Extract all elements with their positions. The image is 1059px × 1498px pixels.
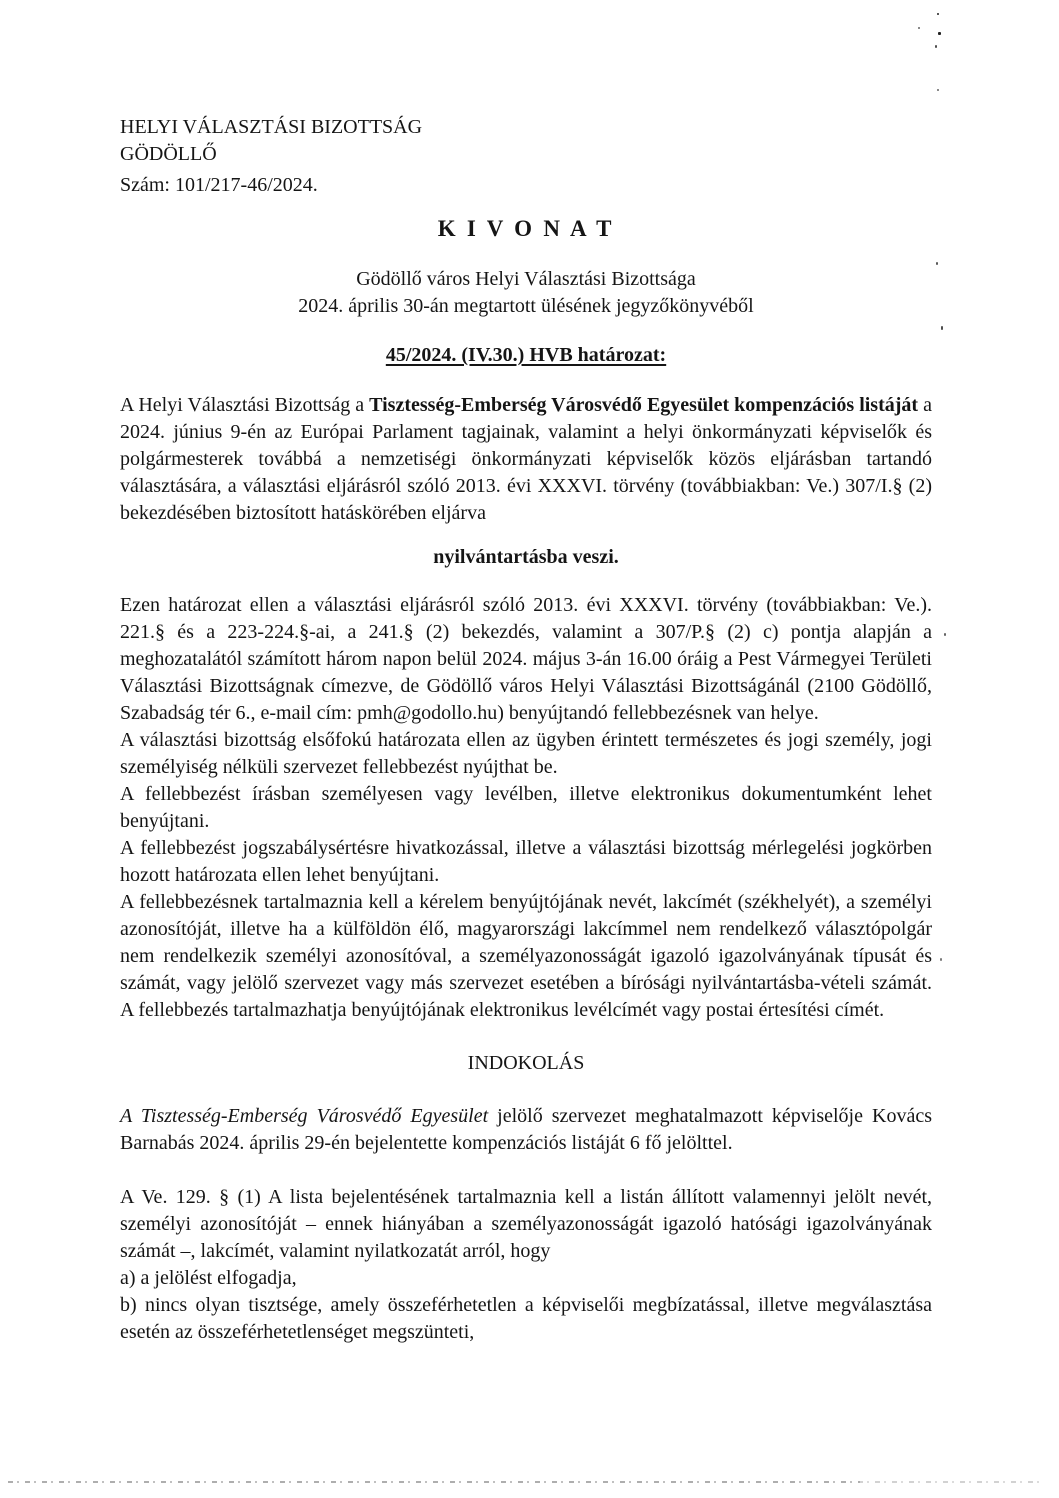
list-item-b: b) nincs olyan tisztsége, amely összeférhetetlen a képviselői megbízatással, illetve megválasztása esetén az összeférhetetlenséget megszünteti, (120, 1294, 932, 1343)
scan-speck (944, 633, 946, 636)
document-title: K I V O N A T (437, 216, 615, 241)
appeal-paragraph: A fellebbezést jogszabálysértésre hivatkozással, illetve a választási bizottság mérlegelési jogkörben hozott határozata ellen lehet benyújtani. (120, 837, 932, 886)
list-item-a: a) a jelölést elfogadja, (120, 1267, 297, 1289)
justification-heading: INDOKOLÁS (467, 1052, 585, 1074)
scan-speck (940, 958, 942, 961)
scan-speck (935, 45, 937, 48)
justification-paragraph-1: A Tisztesség-Emberség Városvédő Egyesület jelölő szervezet meghatalmazott képviselője Kovács Barnabás 2024. április 29-én bejelentette kompenzációs listáját 6 fő jelölttel. (120, 1105, 932, 1154)
committee-name: HELYI VÁLASZTÁSI BIZOTTSÁG (120, 116, 423, 138)
scan-speck (938, 32, 941, 35)
session-committee-line: Gödöllő város Helyi Választási Bizottsága (356, 268, 696, 290)
appeal-paragraph: A választási bizottság elsőfokú határozata ellen az ügyben érintett természetes és jogi személy, jogi személyiség nélküli szervezet fellebbezést nyújthat be. (120, 729, 932, 778)
scan-speck (918, 27, 920, 29)
case-number: Szám: 101/217-46/2024. (120, 174, 318, 196)
decision-number-heading: 45/2024. (IV.30.) HVB határozat: (385, 344, 667, 366)
scan-speck (937, 89, 939, 91)
appeal-paragraph: A fellebbezésnek tartalmaznia kell a kérelem benyújtójának nevét, lakcímét (székhelyét), a személyi azonosítóját, illetve ha a külföldön élő, magyarországi lakcímmel nem rendelkező választópolgár nem rendelkezik személyi azonosítóval, a személyazonosságát igazoló igazolványának típusát és számát, vagy jelölő szervezet vagy más szervezet esetében a bírósági nyilvántartásba-vételi számát. A fellebbezés tartalmazhatja benyújtójának elektronikus levélcímét vagy postai értesítési címét. (120, 891, 932, 1021)
organization-name-bold: Tisztesség-Emberség Városvédő Egyesület kompenzációs listáját (369, 394, 919, 416)
letterhead (120, 114, 932, 199)
session-date-line: 2024. április 30-án megtartott ülésének jegyzőkönyvéből (298, 295, 754, 317)
justification-paragraph-2: A Ve. 129. § (1) A lista bejelentésének tartalmaznia kell a listán állított valamennyi jelölt nevét, személyi azonosítóját – ennek hiányában a személyazonosságát igazoló hatósági igazolványának számát –, lakcímét, valamint nyilatkozatát arról, hogy (120, 1186, 932, 1262)
appeal-paragraph: A fellebbezést írásban személyesen vagy levélben, illetve elektronikus dokumentumként lehet benyújtani. (120, 783, 932, 832)
session-info (120, 266, 932, 320)
appeal-paragraph: Ezen határozat ellen a választási eljárásról szóló 2013. évi XXXVI. törvény (továbbiakban: Ve.). 221.§ és a 223-224.§-ai, a 241.§ (2) bekezdés, valamint a 307/P.§ (2) c) pontja alapján a meghozatalától számított három napon belül 2024. május 3-án 16.00 óráig a Pest Vármegyei Területi Választási Bizottságnak címezve, de Gödöllő város Helyi Választási Bizottságánál (2100 Gödöllő, Szabadság tér 6., e-mail cím: pmh@godollo.hu) benyújtandó fellebbezésnek van helye. (120, 594, 932, 724)
decision-lead-paragraph: A Helyi Választási Bizottság a Tisztesség-Emberség Városvédő Egyesület kompenzációs listáját a 2024. június 9-én az Európai Parlament tagjainak, valamint a helyi önkormányzati képviselők és polgármesterek továbbá a nemzetiségi önkormányzati képviselők közös eljárásban tartandó választására, a választási eljárásról szóló 2013. évi XXXVI. törvény (továbbiakban: Ve.) 307/I.§ (2) bekezdésében biztosított hatáskörében eljárva (120, 394, 932, 524)
operative-clause: nyilvántartásba veszi. (433, 546, 619, 568)
scan-speck (937, 13, 939, 15)
scan-speck (936, 262, 938, 265)
organization-name-italic: A Tisztesség-Emberség Városvédő Egyesület (120, 1105, 489, 1127)
scan-speck (941, 326, 943, 330)
committee-city: GÖDÖLLŐ (120, 143, 217, 165)
document-body (120, 114, 932, 1346)
scan-artifact-fade (860, 1480, 1059, 1484)
